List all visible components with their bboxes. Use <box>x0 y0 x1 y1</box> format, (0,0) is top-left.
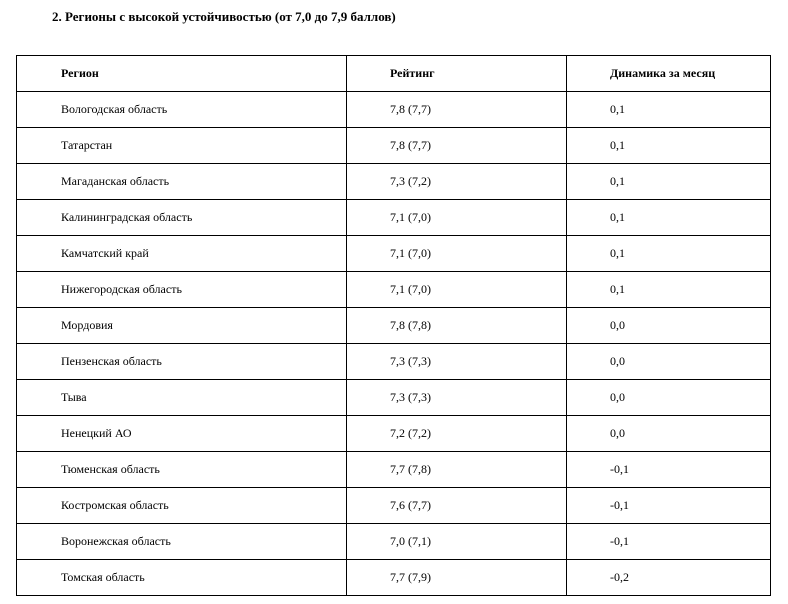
change-cell: 0,1 <box>567 236 771 272</box>
table-row <box>17 524 771 560</box>
change-cell: -0,1 <box>567 452 771 488</box>
change-cell: -0,1 <box>567 488 771 524</box>
table-header-row <box>17 56 771 92</box>
region-cell: Магаданская область <box>17 164 347 200</box>
rating-cell: 7,7 (7,9) <box>347 560 567 596</box>
region-cell: Воронежская область <box>17 524 347 560</box>
change-cell: -0,1 <box>567 524 771 560</box>
column-header-rating: Рейтинг <box>347 56 567 92</box>
regions-table <box>16 55 771 596</box>
change-cell: -0,2 <box>567 560 771 596</box>
section-heading: 2. Регионы с высокой устойчивостью (от 7,0 до 7,9 баллов) <box>52 9 396 24</box>
rating-cell: 7,2 (7,2) <box>347 416 567 452</box>
rating-cell: 7,6 (7,7) <box>347 488 567 524</box>
region-cell: Ненецкий АО <box>17 416 347 452</box>
region-cell: Мордовия <box>17 308 347 344</box>
change-cell: 0,1 <box>567 128 771 164</box>
change-cell: 0,1 <box>567 272 771 308</box>
region-cell: Нижегородская область <box>17 272 347 308</box>
region-cell: Пензенская область <box>17 344 347 380</box>
region-cell: Татарстан <box>17 128 347 164</box>
change-cell: 0,1 <box>567 164 771 200</box>
change-cell: 0,0 <box>567 380 771 416</box>
rating-cell: 7,1 (7,0) <box>347 272 567 308</box>
rating-cell: 7,3 (7,3) <box>347 344 567 380</box>
table-row <box>17 344 771 380</box>
table-row <box>17 92 771 128</box>
region-cell: Тюменская область <box>17 452 347 488</box>
table-row <box>17 200 771 236</box>
column-header-region: Регион <box>17 56 347 92</box>
table-row <box>17 452 771 488</box>
rating-cell: 7,3 (7,2) <box>347 164 567 200</box>
region-cell: Вологодская область <box>17 92 347 128</box>
table-row <box>17 560 771 596</box>
change-cell: 0,0 <box>567 308 771 344</box>
table-row <box>17 308 771 344</box>
region-cell: Калининградская область <box>17 200 347 236</box>
rating-cell: 7,3 (7,3) <box>347 380 567 416</box>
change-cell: 0,0 <box>567 416 771 452</box>
region-cell: Костромская область <box>17 488 347 524</box>
rating-cell: 7,7 (7,8) <box>347 452 567 488</box>
change-cell: 0,0 <box>567 344 771 380</box>
column-header-change: Динамика за месяц <box>567 56 771 92</box>
table-row <box>17 236 771 272</box>
rating-cell: 7,8 (7,7) <box>347 128 567 164</box>
change-cell: 0,1 <box>567 92 771 128</box>
rating-cell: 7,0 (7,1) <box>347 524 567 560</box>
region-cell: Камчатский край <box>17 236 347 272</box>
table-row <box>17 488 771 524</box>
rating-cell: 7,8 (7,7) <box>347 92 567 128</box>
table-row <box>17 164 771 200</box>
rating-cell: 7,1 (7,0) <box>347 200 567 236</box>
table-row <box>17 272 771 308</box>
rating-cell: 7,1 (7,0) <box>347 236 567 272</box>
change-cell: 0,1 <box>567 200 771 236</box>
region-cell: Тыва <box>17 380 347 416</box>
table-body <box>17 92 771 596</box>
table-row <box>17 128 771 164</box>
rating-cell: 7,8 (7,8) <box>347 308 567 344</box>
table-row <box>17 380 771 416</box>
table-row <box>17 416 771 452</box>
region-cell: Томская область <box>17 560 347 596</box>
